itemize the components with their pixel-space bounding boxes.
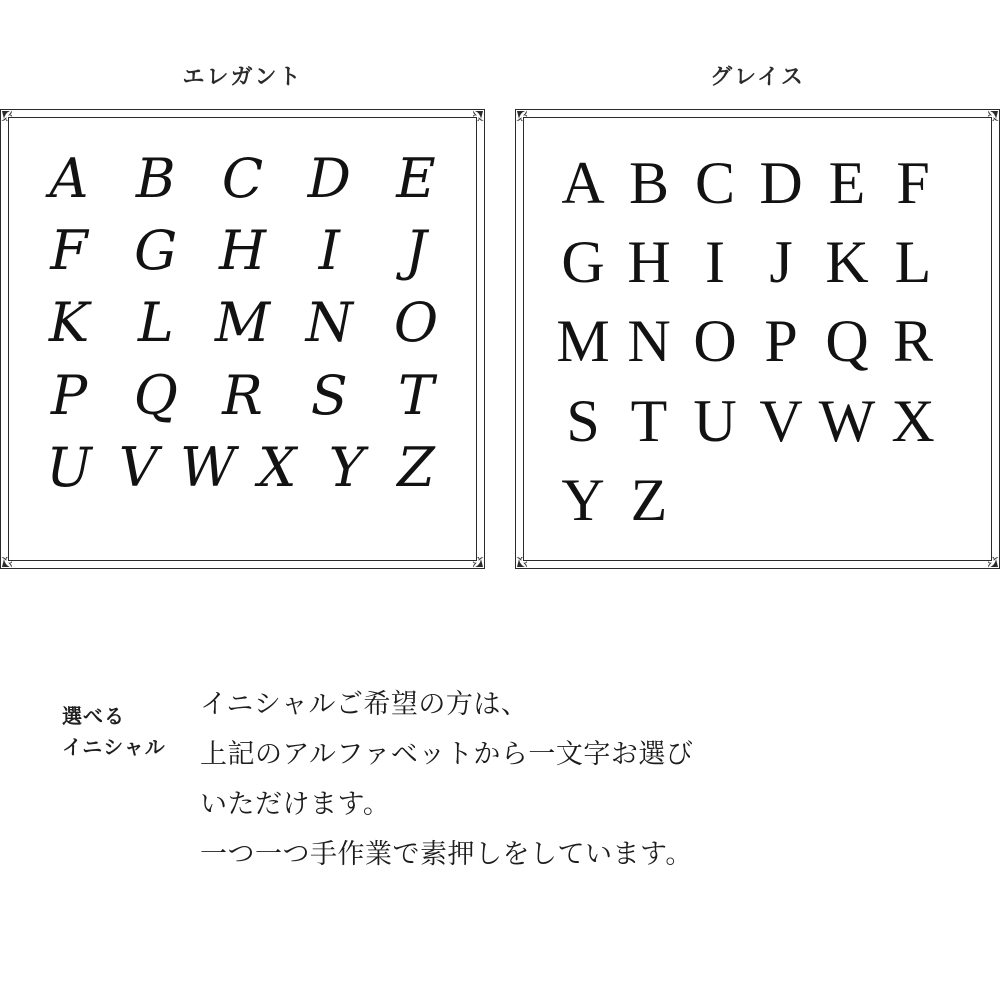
- corner-ornament-icon: [514, 544, 540, 570]
- alphabet-letter[interactable]: W: [818, 387, 876, 454]
- alphabet-letter[interactable]: V: [118, 435, 158, 499]
- alphabet-letter[interactable]: J: [405, 219, 427, 283]
- panel-grace: [515, 60, 1000, 569]
- description-line: 上記のアルファベットから一文字お選び: [200, 738, 694, 769]
- alphabet-letter[interactable]: R: [222, 363, 263, 427]
- initial-description-section: [0, 680, 1000, 880]
- alphabet-letter[interactable]: U: [46, 435, 92, 499]
- corner-ornament-icon: [0, 108, 25, 134]
- alphabet-row: [550, 461, 965, 540]
- alphabet-letter[interactable]: Z: [397, 435, 435, 499]
- alphabet-letter[interactable]: C: [221, 147, 264, 210]
- alphabet-row: [35, 433, 450, 503]
- alphabet-letter[interactable]: B: [628, 150, 670, 216]
- alphabet-letter[interactable]: X: [891, 387, 935, 454]
- alphabet-letter[interactable]: W: [180, 435, 236, 499]
- corner-ornament-icon: [514, 108, 540, 134]
- alphabet-letter[interactable]: C: [694, 150, 736, 216]
- alphabet-row: [550, 302, 965, 381]
- panel-title-grace: グレイス: [710, 64, 805, 89]
- alphabet-letter[interactable]: H: [218, 219, 267, 283]
- initial-label-line2: イニシャル: [62, 737, 166, 759]
- alphabet-letter[interactable]: D: [759, 150, 803, 216]
- alphabet-letter[interactable]: N: [305, 291, 353, 355]
- alphabet-row: [550, 144, 965, 223]
- corner-ornament-icon: [975, 544, 1000, 570]
- alphabet-letter[interactable]: R: [892, 308, 934, 375]
- alphabet-letter[interactable]: P: [764, 308, 798, 375]
- corner-ornament-icon: [0, 544, 25, 570]
- alphabet-row: [35, 216, 450, 286]
- alphabet-row: [550, 223, 965, 302]
- alphabet-letter[interactable]: Y: [328, 435, 365, 499]
- alphabet-letter[interactable]: A: [49, 147, 89, 210]
- alphabet-letter[interactable]: V: [759, 387, 803, 454]
- alphabet-grid-elegant: [35, 144, 450, 534]
- corner-ornament-icon: [460, 544, 486, 570]
- panel-elegant: [0, 60, 485, 569]
- frame-elegant: [0, 109, 485, 569]
- alphabet-row: [35, 288, 450, 358]
- alphabet-letter[interactable]: K: [825, 229, 869, 296]
- alphabet-letter[interactable]: K: [48, 291, 90, 355]
- alphabet-letter[interactable]: E: [828, 150, 866, 216]
- frame-grace: [515, 109, 1000, 569]
- alphabet-letter[interactable]: T: [630, 387, 668, 454]
- alphabet-letter[interactable]: M: [556, 308, 610, 375]
- alphabet-letter[interactable]: T: [397, 363, 435, 427]
- corner-ornament-icon: [975, 108, 1000, 134]
- initial-label-line1: 選べる: [62, 706, 125, 728]
- alphabet-letter[interactable]: P: [50, 363, 88, 427]
- panel-title-elegant: エレガント: [182, 64, 303, 89]
- alphabet-letter[interactable]: S: [310, 363, 348, 427]
- corner-ornament-icon: [460, 108, 486, 134]
- alphabet-row: [35, 144, 450, 214]
- alphabet-letter[interactable]: S: [566, 387, 600, 454]
- description-line: 一つ一つ手作業で素押しをしています。: [200, 838, 693, 869]
- alphabet-letter[interactable]: D: [307, 147, 351, 210]
- alphabet-letter[interactable]: Z: [630, 466, 668, 533]
- alphabet-letter[interactable]: F: [896, 150, 930, 216]
- alphabet-letter[interactable]: U: [693, 387, 737, 454]
- alphabet-letter[interactable]: L: [137, 291, 174, 355]
- description-line: イニシャルご希望の方は、: [200, 689, 529, 719]
- alphabet-letter[interactable]: I: [318, 219, 340, 283]
- alphabet-letter[interactable]: A: [561, 150, 605, 216]
- alphabet-letter[interactable]: E: [396, 147, 436, 210]
- alphabet-grid-grace: [550, 144, 965, 534]
- alphabet-letter[interactable]: N: [627, 308, 671, 375]
- alphabet-letter[interactable]: G: [134, 219, 178, 283]
- initial-label: [0, 680, 200, 764]
- initial-description-text: [200, 680, 1000, 880]
- description-line: いただけます。: [200, 788, 391, 819]
- alphabet-letter[interactable]: Q: [825, 308, 869, 375]
- alphabet-letter[interactable]: Q: [133, 363, 178, 427]
- alphabet-letter[interactable]: J: [769, 229, 793, 296]
- alphabet-letter[interactable]: G: [561, 229, 605, 296]
- alphabet-letter[interactable]: B: [135, 147, 176, 210]
- alphabet-letter[interactable]: I: [705, 229, 725, 296]
- alphabet-letter[interactable]: O: [393, 291, 439, 355]
- alphabet-row: [35, 361, 450, 431]
- alphabet-letter[interactable]: M: [214, 291, 271, 355]
- alphabet-row: [550, 382, 965, 461]
- alphabet-panels: [0, 60, 1000, 569]
- alphabet-letter[interactable]: Y: [561, 466, 605, 533]
- alphabet-letter[interactable]: X: [257, 435, 297, 499]
- alphabet-letter[interactable]: O: [693, 308, 737, 375]
- alphabet-letter[interactable]: H: [627, 229, 671, 296]
- alphabet-letter[interactable]: L: [894, 229, 932, 296]
- alphabet-letter[interactable]: F: [50, 219, 88, 283]
